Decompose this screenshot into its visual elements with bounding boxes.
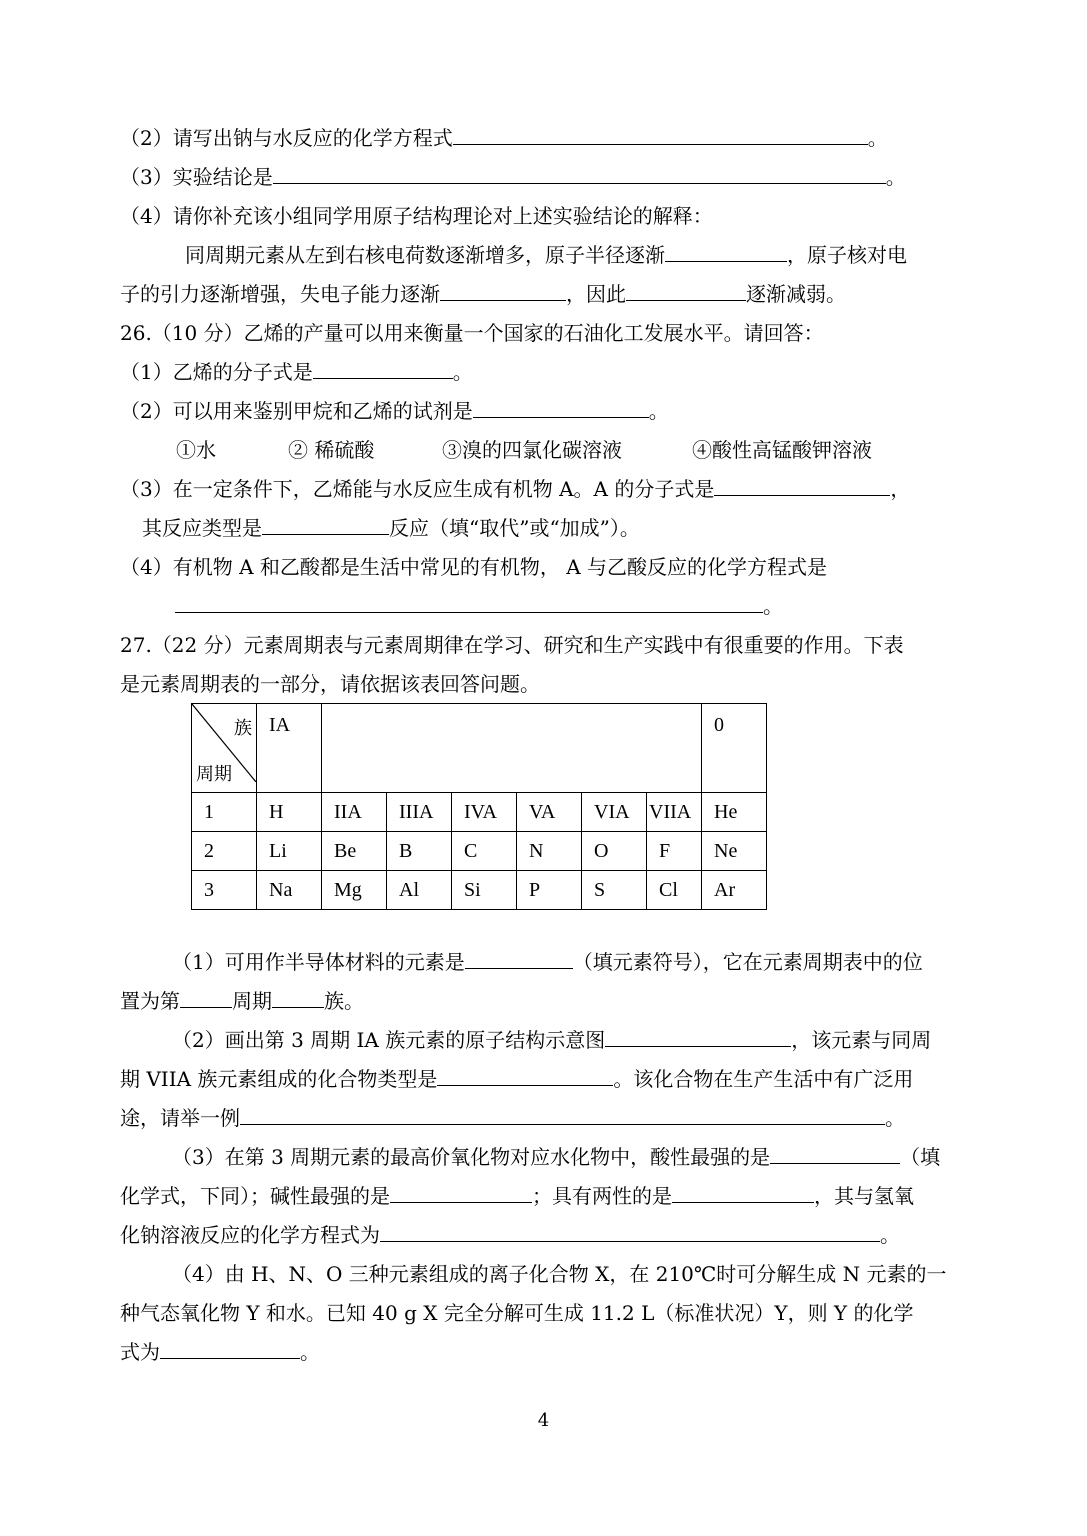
table-cell: B — [387, 832, 452, 871]
q27-part1: （1）可用作半导体材料的元素是 （填元素符号），它在元素周期表中的位 — [172, 950, 923, 974]
table-cell: Be — [322, 832, 387, 871]
answer-blank[interactable] — [605, 1026, 791, 1047]
answer-blank[interactable] — [273, 163, 886, 184]
answer-blank[interactable] — [714, 475, 890, 496]
option-4: ④酸性高锰酸钾溶液 — [692, 438, 872, 462]
periodic-table — [191, 703, 767, 910]
answer-blank[interactable] — [160, 1338, 300, 1359]
answer-blank[interactable] — [626, 280, 746, 301]
table-cell: Cl — [647, 871, 702, 910]
table-cell: Ar — [702, 871, 767, 910]
q27-part4-line2: 种气态氧化物 Y 和水。已知 40 g X 完全分解可生成 11.2 L（标准状况）Y，则 Y 的化学 — [120, 1301, 914, 1325]
answer-blank[interactable] — [665, 241, 787, 262]
group-zero-header: 0 — [702, 704, 767, 793]
page-number: 4 — [537, 1410, 550, 1431]
answer-blank[interactable] — [473, 397, 649, 418]
table-cell: He — [702, 793, 767, 832]
table-cell: 3 — [192, 871, 257, 910]
q27-part2-line3: 途，请举一例 。 — [120, 1106, 905, 1130]
group-ia-header: IA — [257, 704, 322, 793]
table-cell: Si — [452, 871, 517, 910]
answer-blank[interactable] — [453, 124, 868, 145]
table-row — [192, 832, 767, 871]
q25-part4-line1: 同周期元素从左到右核电荷数逐渐增多，原子半径逐渐 ，原子核对电 — [185, 243, 907, 267]
table-cell: S — [582, 871, 647, 910]
table-cell: IIIA — [387, 793, 452, 832]
answer-blank[interactable] — [240, 1104, 885, 1125]
table-row — [192, 871, 767, 910]
q26-part2: （2）可以用来鉴别甲烷和乙烯的试剂是 。 — [120, 399, 669, 423]
table-cell: F — [647, 832, 702, 871]
answer-blank[interactable] — [180, 987, 232, 1008]
q27-part2-line2: 期 VIIA 族元素组成的化合物类型是 。该化合物在生产生活中有广泛用 — [120, 1067, 914, 1091]
table-row — [192, 793, 767, 832]
table-cell: VIA — [582, 793, 647, 832]
q27-part3-line2: 化学式，下同）；碱性最强的是 ；具有两性的是 ，其与氢氧 — [120, 1184, 914, 1208]
q26-part4-answer: 。 — [175, 592, 783, 620]
q26-part1: （1）乙烯的分子式是 。 — [120, 360, 473, 384]
table-cell: VA — [517, 793, 582, 832]
table-blank-header — [322, 704, 702, 793]
table-cell: O — [582, 832, 647, 871]
table-corner-cell — [192, 704, 257, 793]
q27-title-line2: 是元素周期表的一部分，请依据该表回答问题。 — [120, 672, 540, 696]
answer-blank[interactable] — [175, 592, 763, 613]
table-row — [192, 704, 767, 793]
table-cell: Li — [257, 832, 322, 871]
table-cell: IVA — [452, 793, 517, 832]
q27-part2: （2）画出第 3 周期 IA 族元素的原子结构示意图 ，该元素与同周 — [172, 1028, 932, 1052]
answer-blank[interactable] — [672, 1182, 814, 1203]
table-cell: H — [257, 793, 322, 832]
q25-part4: （4）请你补充该小组同学用原子结构理论对上述实验结论的解释： — [120, 204, 713, 228]
option-2: ② 稀硫酸 — [288, 438, 375, 462]
table-cell: P — [517, 871, 582, 910]
table-cell: Ne — [702, 832, 767, 871]
q27-part4-line1: （4）由 H、N、O 三种元素组成的离子化合物 X，在 210℃时可分解生成 N 元素的一 — [172, 1262, 947, 1286]
q27-part3: （3）在第 3 周期元素的最高价氧化物对应水化物中，酸性最强的是 （填 — [172, 1145, 941, 1169]
q25-part2: （2）请写出钠与水反应的化学方程式 。 — [120, 126, 888, 150]
answer-blank[interactable] — [390, 1182, 532, 1203]
q26-options — [176, 436, 872, 464]
answer-blank[interactable] — [437, 1065, 613, 1086]
answer-blank[interactable] — [440, 280, 566, 301]
q26-part3-line2: 其反应类型是 反应（填“取代”或“加成”）。 — [142, 516, 640, 540]
table-cell: IIA — [322, 793, 387, 832]
table-cell: N — [517, 832, 582, 871]
corner-group-label: 族 — [234, 718, 252, 739]
option-1: ①水 — [176, 438, 216, 462]
q27-part3-line3: 化钠溶液反应的化学方程式为 。 — [120, 1223, 900, 1247]
answer-blank[interactable] — [313, 358, 453, 379]
q27-part1-line2: 置为第 周期 族。 — [120, 989, 364, 1013]
q26-part3: （3）在一定条件下，乙烯能与水反应生成有机物 A。A 的分子式是 ， — [120, 477, 911, 501]
answer-blank[interactable] — [262, 514, 389, 535]
q25-part3: （3）实验结论是 。 — [120, 165, 906, 189]
table-cell: 2 — [192, 832, 257, 871]
q26-part4: （4）有机物 A 和乙酸都是生活中常见的有机物， A 与乙酸反应的化学方程式是 — [120, 555, 828, 579]
answer-blank[interactable] — [770, 1143, 900, 1164]
table-cell: 1 — [192, 793, 257, 832]
q27-part4-line3: 式为 。 — [120, 1340, 320, 1364]
q27-title-line1: 27.（22 分）元素周期表与元素周期律在学习、研究和生产实践中有很重要的作用。下表 — [120, 633, 904, 657]
table-cell: C — [452, 832, 517, 871]
q25-part4-line2: 子的引力逐渐增强，失电子能力逐渐 ，因此 逐渐减弱。 — [120, 282, 846, 306]
answer-blank[interactable] — [380, 1221, 880, 1242]
table-cell: Na — [257, 871, 322, 910]
table-cell: Al — [387, 871, 452, 910]
table-cell: Mg — [322, 871, 387, 910]
corner-period-label: 周期 — [196, 764, 232, 785]
q26-title: 26.（10 分）乙烯的产量可以用来衡量一个国家的石油化工发展水平。请回答： — [120, 321, 824, 345]
option-3: ③溴的四氯化碳溶液 — [442, 438, 622, 462]
table-cell: VIIA — [647, 793, 702, 832]
answer-blank[interactable] — [272, 987, 324, 1008]
answer-blank[interactable] — [465, 948, 573, 969]
